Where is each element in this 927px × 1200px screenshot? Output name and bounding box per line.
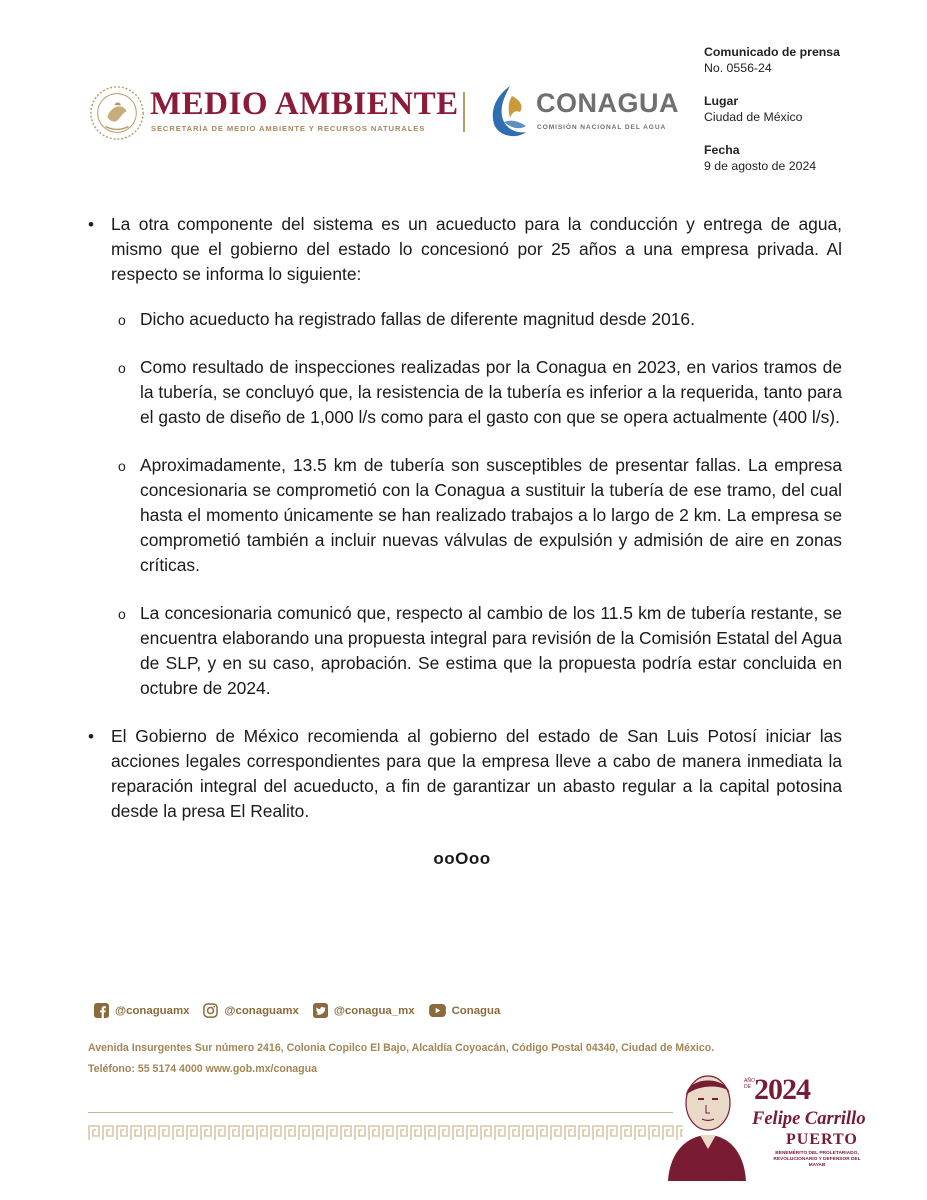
bullet-text: El Gobierno de México recomienda al gobierno del estado de San Luis Potosí iniciar las acciones legales correspondientes para que la empresa lleve a cabo de manera inmediata la reparación integral del acueducto, a fin de garantizar un abasto regular a la capital potosina desde la presa El Realito. (111, 726, 842, 821)
bullet-text: La otra componente del sistema es un acueducto para la conducción y entrega de agua, mismo que el gobierno del estado lo concesionó por 25 años a una empresa privada. Al respecto se informa lo siguiente: (111, 214, 842, 284)
semarnat-title: MEDIO AMBIENTE (150, 86, 459, 122)
circle-bullet-icon: o (118, 606, 126, 622)
footer-address: Avenida Insurgentes Sur número 2416, Colonia Copilco El Bajo, Alcaldía Coyoacán, Código Postal 04340, Ciudad de México. (88, 1042, 715, 1054)
conagua-subtitle: COMISIÓN NACIONAL DEL AGUA (537, 124, 667, 131)
sub-bullet-text: Dicho acueducto ha registrado fallas de diferente magnitud desde 2016. (140, 309, 695, 329)
decorative-pattern (88, 1122, 683, 1144)
youtube-icon (429, 1004, 446, 1017)
release-type-label: Comunicado de prensa (704, 45, 840, 59)
social-link-facebook[interactable] (94, 1003, 189, 1018)
semarnat-subtitle: SECRETARÍA DE MEDIO AMBIENTE Y RECURSOS NATURALES (151, 124, 426, 133)
release-number: No. 0556-24 (704, 61, 772, 75)
bullet-icon: • (88, 727, 94, 746)
sub-bullet-text: Aproximadamente, 13.5 km de tubería son susceptibles de presentar fallas. La empresa concesionaria se comprometió con la Conagua a sustituir la tubería de ese tramo, del cual hasta el momento únicamente se han realizado trabajos a lo largo de 2 km. La empresa se comprometió también a incluir nuevas válvulas de expulsión y admisión de aire en zonas críticas. (140, 455, 842, 575)
facebook-handle: @conaguamx (115, 1004, 190, 1017)
sub-bullet-item (118, 355, 842, 430)
honoree-surname: PUERTO (786, 1131, 858, 1148)
instagram-icon (203, 1003, 218, 1018)
footer-contact (88, 1038, 714, 1080)
sub-bullet-text: Como resultado de inspecciones realizadas por la Conagua en 2023, en varios tramos de la tubería, se concluyó que, la resistencia de la tubería es inferior a la requerida, tanto para el gasto de diseño de 1,000 l/s como para el gasto con que se opera actualmente (400 l/s). (140, 357, 842, 427)
year-number: 2024 (754, 1073, 810, 1106)
sub-bullet-text: La concesionaria comunicó que, respecto al cambio de los 11.5 km de tubería restante, se encuentra elaborando una propuesta integral para revisión de la Comisión Estatal del Agua de SLP, y en su caso, aprobación. Se estima que la propuesta podría estar concluida en octubre de 2024. (140, 603, 842, 698)
conagua-title: CONAGUA (536, 88, 679, 118)
logo-divider (463, 92, 465, 132)
press-release-meta (704, 44, 914, 191)
date-value: 9 de agosto de 2024 (704, 159, 817, 173)
sub-bullet-item (118, 453, 842, 578)
place-value: Ciudad de México (704, 110, 803, 124)
youtube-handle: Conagua (451, 1004, 501, 1017)
circle-bullet-icon: o (118, 360, 126, 376)
bullet-icon: • (88, 215, 94, 234)
social-link-instagram[interactable] (203, 1003, 298, 1018)
bullet-item (82, 724, 842, 824)
year-badge (650, 1065, 870, 1185)
release-body (82, 212, 842, 871)
circle-bullet-icon: o (118, 458, 126, 474)
mexico-coat-of-arms-icon (88, 84, 146, 142)
date-label: Fecha (704, 143, 740, 157)
sub-bullet-item (118, 601, 842, 701)
closing-mark: ooOoo (433, 849, 491, 868)
social-link-youtube[interactable] (429, 1004, 501, 1017)
footer-phone-web: Teléfono: 55 5174 4000 www.gob.mx/conagua (88, 1063, 318, 1075)
bullet-item (82, 212, 842, 287)
honoree-motto: BENEMÉRITO DEL PROLETARIADO, REVOLUCIONARIO Y DEFENSOR DEL MAYAB (773, 1151, 861, 1168)
sub-bullet-item (118, 307, 842, 332)
portrait-illustration-icon (660, 1069, 750, 1181)
header-logos (88, 78, 698, 148)
footer-divider (88, 1112, 673, 1113)
social-link-twitter[interactable] (313, 1003, 415, 1018)
twitter-icon (313, 1003, 328, 1018)
facebook-icon (94, 1003, 109, 1018)
social-links (94, 1003, 514, 1018)
year-prefix: AÑO DE (744, 1078, 755, 1090)
instagram-handle: @conaguamx (224, 1004, 299, 1017)
conagua-logo-icon (486, 82, 534, 142)
honoree-name: Felipe Carrillo (752, 1109, 866, 1129)
circle-bullet-icon: o (118, 312, 126, 328)
place-label: Lugar (704, 94, 739, 108)
twitter-handle: @conagua_mx (333, 1004, 415, 1017)
